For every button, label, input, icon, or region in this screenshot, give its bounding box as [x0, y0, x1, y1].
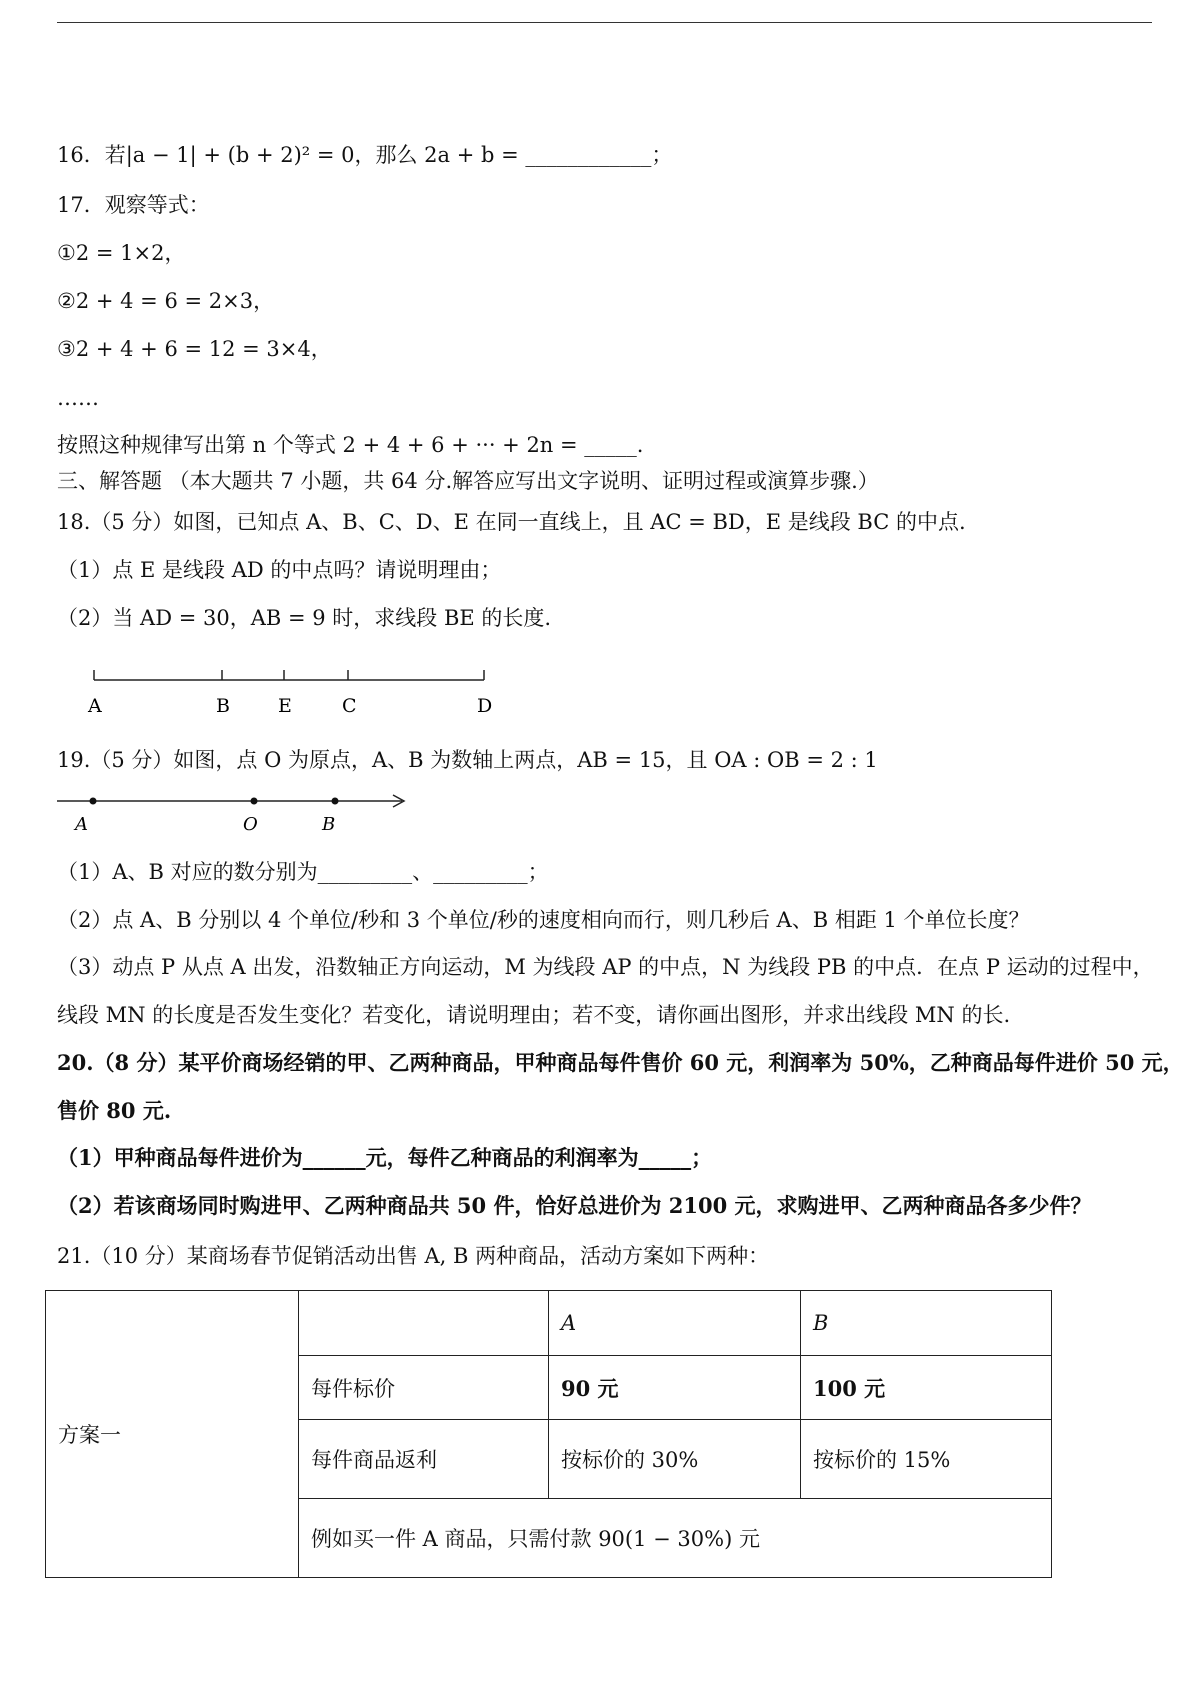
question-21-stem: 21.（10 分）某商场春节促销活动出售 A, B 两种商品，活动方案如下两种： — [57, 1244, 770, 1268]
axis-label-a: A — [75, 814, 88, 835]
number-line-figure — [57, 788, 417, 838]
question-17-eq1: ①2 = 1×2， — [57, 241, 186, 265]
question-19-part1: （1）A、B 对应的数分别为_________、_________； — [57, 860, 549, 884]
plan-label: 方案一 — [46, 1291, 299, 1578]
question-18-part1: （1）点 E 是线段 AD 的中点吗？请说明理由； — [57, 558, 502, 582]
header-a: A — [549, 1291, 801, 1356]
question-20-stem-b: 售价 80 元. — [57, 1098, 172, 1123]
header-rule — [57, 22, 1152, 23]
promotion-table — [45, 1290, 1052, 1578]
point-label-c: C — [342, 695, 357, 717]
point-label-d: D — [477, 695, 493, 717]
question-17-eq2: ②2 + 4 = 6 = 2×3， — [57, 289, 275, 313]
axis-label-b: B — [322, 814, 336, 835]
axis-label-o: O — [243, 814, 258, 835]
question-20-part2: （2）若该商场同时购进甲、乙两种商品共 50 件，恰好总进价为 2100 元，求购进甲、乙两种商品各多少件？ — [57, 1193, 1092, 1218]
question-19-part3a: （3）动点 P 从点 A 出发，沿数轴正方向运动，M 为线段 AP 的中点，N 为线段 PB 的中点．在点 P 运动的过程中， — [57, 955, 1154, 979]
point-label-e: E — [278, 695, 292, 717]
question-19-stem: 19.（5 分）如图，点 O 为原点，A、B 为数轴上两点，AB = 15，且 OA : OB = 2 : 1 — [57, 748, 878, 772]
question-19-part3b: 线段 MN 的长度是否发生变化？若变化，请说明理由；若不变，请你画出图形，并求出线段 MN 的长. — [57, 1003, 1011, 1027]
question-20-part1: （1）甲种商品每件进价为______元，每件乙种商品的利润率为_____； — [57, 1145, 713, 1170]
row-rebate-a: 按标价的 30% — [549, 1420, 801, 1499]
question-17-title: 17．观察等式： — [57, 193, 210, 217]
row-example: 例如买一件 A 商品，只需付款 90(1 − 30%) 元 — [299, 1499, 1052, 1578]
segment-figure — [80, 662, 500, 722]
question-17-prompt: 按照这种规律写出第 n 个等式 2 + 4 + 6 + ··· + 2n = _____. — [57, 433, 644, 457]
row-price-label: 每件标价 — [299, 1356, 549, 1420]
question-17-eq3: ③2 + 4 + 6 = 12 = 3×4， — [57, 337, 332, 361]
row-price-b: 100 元 — [801, 1356, 1052, 1420]
question-17-dots: …… — [57, 386, 99, 410]
row-rebate-label: 每件商品返利 — [299, 1420, 549, 1499]
header-b: B — [801, 1291, 1052, 1356]
question-18-stem: 18.（5 分）如图，已知点 A、B、C、D、E 在同一直线上，且 AC = BD，E 是线段 BC 的中点. — [57, 510, 966, 534]
question-18-part2: （2）当 AD = 30，AB = 9 时，求线段 BE 的长度. — [57, 606, 552, 630]
header-empty-cell — [299, 1291, 549, 1356]
point-label-a: A — [88, 695, 102, 717]
point-label-b: B — [216, 695, 230, 717]
row-rebate-b: 按标价的 15% — [801, 1420, 1052, 1499]
question-19-part2: （2）点 A、B 分别以 4 个单位/秒和 3 个单位/秒的速度相向而行，则几秒后 A、B 相距 1 个单位长度？ — [57, 908, 1030, 932]
question-16: 16．若|a − 1| + (b + 2)² = 0，那么 2a + b = ____________； — [57, 143, 673, 167]
question-20-stem-a: 20.（8 分）某平价商场经销的甲、乙两种商品，甲种商品每件售价 60 元，利润率为 50%，乙种商品每件进价 50 元， — [57, 1050, 1184, 1075]
row-price-a: 90 元 — [549, 1356, 801, 1420]
section-3-heading: 三、解答题 （本大题共 7 小题，共 64 分.解答应写出文字说明、证明过程或演算步骤.） — [57, 469, 879, 493]
